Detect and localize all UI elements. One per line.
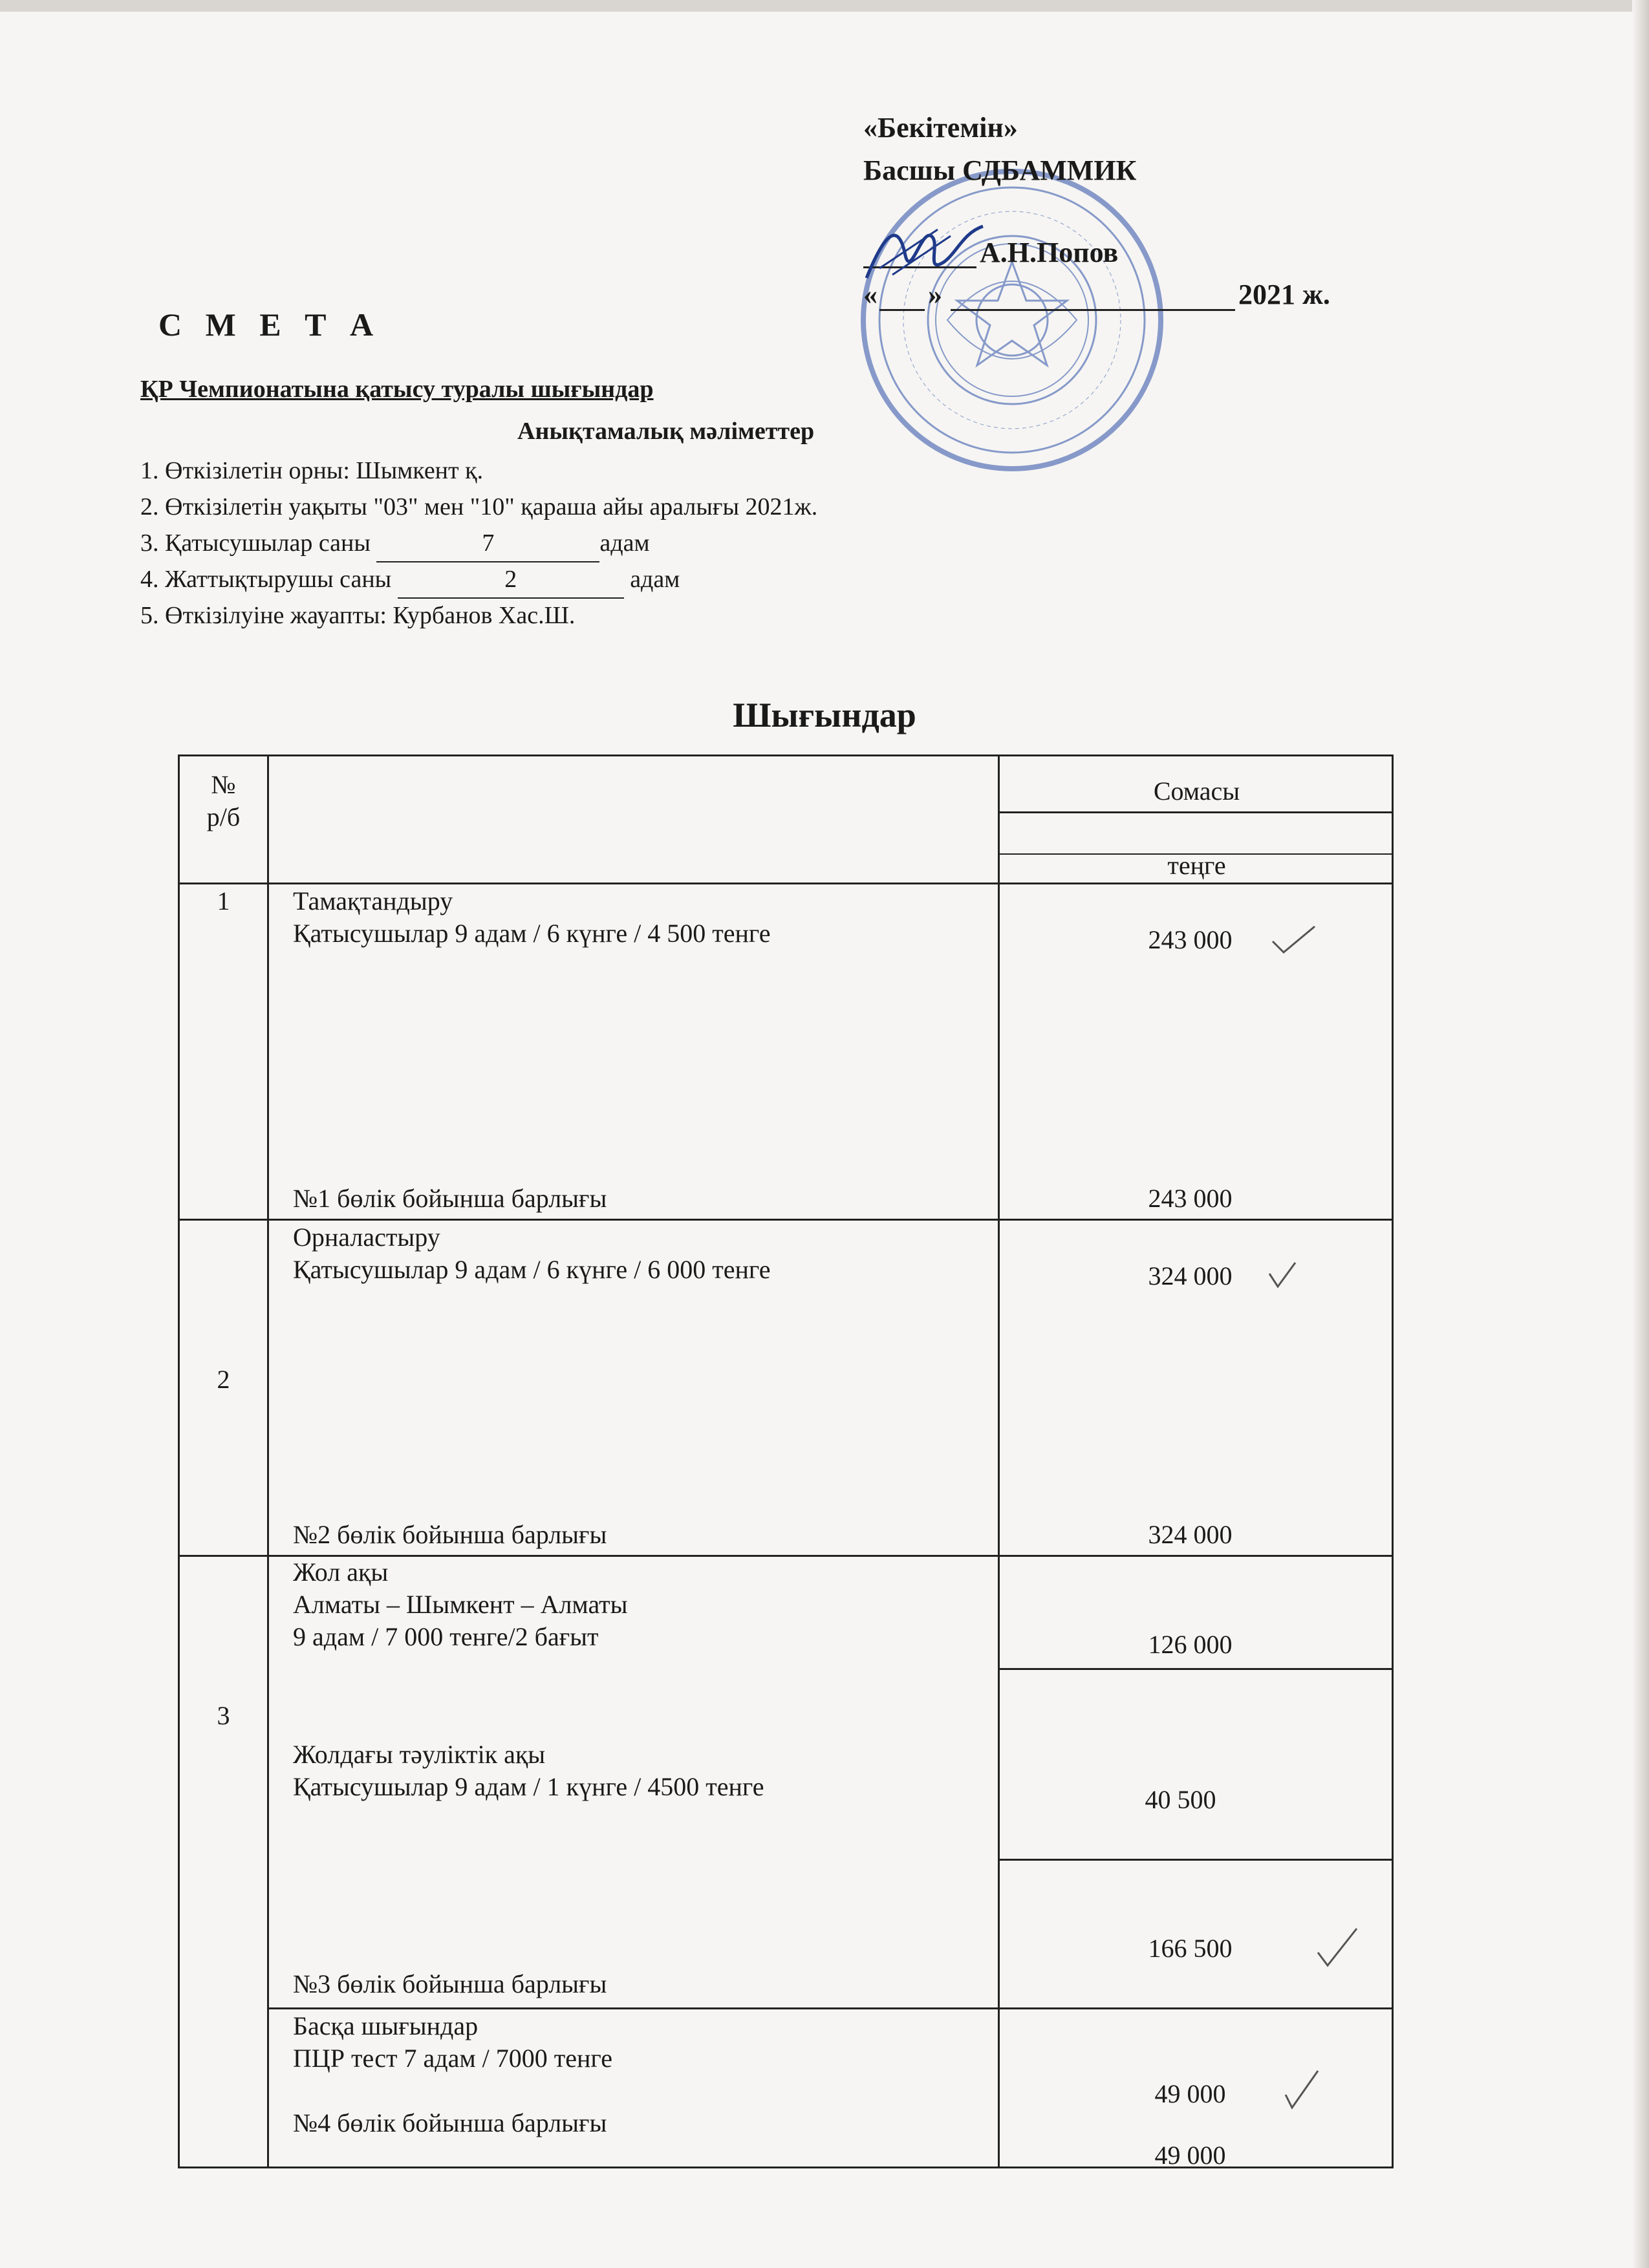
section-total-label: №4 бөлік бойынша барлығы bbox=[293, 2108, 607, 2137]
header-currency: теңге bbox=[1167, 851, 1226, 880]
expense-detail: Қатысушылар 9 адам / 6 күнге / 4 500 тенге bbox=[293, 919, 771, 948]
reference-heading: Анықтамалық мәліметтер bbox=[517, 418, 815, 445]
expense-name: Басқа шығындар bbox=[293, 2011, 479, 2040]
date-month-line bbox=[951, 309, 1235, 311]
expense-name: Орналастыру bbox=[293, 1223, 440, 1252]
expense-amount: 49 000 bbox=[1154, 2079, 1226, 2108]
date-open-quote: « bbox=[863, 279, 878, 310]
header-sum: Сомасы bbox=[1153, 776, 1240, 806]
official-stamp-icon bbox=[857, 165, 1167, 475]
reference-info bbox=[140, 453, 817, 634]
participants-unit: адам bbox=[599, 530, 650, 557]
info-place: 1. Өткізілетін орны: Шымкент қ. bbox=[140, 457, 484, 484]
participants-label: 3. Қатысушылар саны bbox=[140, 530, 371, 557]
coaches-value: 2 bbox=[398, 561, 624, 599]
expense-name: Жол ақы bbox=[293, 1557, 389, 1587]
approval-signer: А.Н.Попов bbox=[980, 237, 1119, 268]
column-divider bbox=[267, 756, 269, 2166]
date-close-quote: » bbox=[928, 279, 942, 310]
participants-value: 7 bbox=[376, 525, 599, 562]
checkmark-icon bbox=[1269, 923, 1318, 956]
sub-row-divider bbox=[998, 1859, 1392, 1861]
row-num: 3 bbox=[217, 1701, 230, 1730]
section-total: 324 000 bbox=[1148, 1520, 1233, 1549]
info-time: 2. Өткізілетін уақыты "03" мен "10" қараша айы аралығы 2021ж. bbox=[140, 493, 818, 520]
expense-route: Алматы – Шымкент – Алматы bbox=[293, 1590, 628, 1619]
handwritten-signature-icon bbox=[860, 217, 989, 288]
section-total-label: №1 бөлік бойынша барлығы bbox=[293, 1184, 607, 1213]
section-total: 243 000 bbox=[1148, 1184, 1233, 1213]
coaches-label: 4. Жаттықтырушы саны bbox=[140, 566, 392, 593]
row-divider bbox=[180, 883, 1392, 884]
section-total-label: №2 бөлік бойынша барлығы bbox=[293, 1520, 607, 1549]
expenses-table bbox=[178, 754, 1394, 2168]
approval-year: 2021 ж. bbox=[1238, 279, 1330, 310]
expense-amount: 324 000 bbox=[1148, 1261, 1233, 1290]
row-divider bbox=[267, 2007, 1392, 2009]
expense-amount: 126 000 bbox=[1148, 1630, 1233, 1659]
checkmark-icon bbox=[1266, 1261, 1299, 1290]
approval-position: Басшы СДБАММИК bbox=[863, 155, 1137, 186]
section-total-label: №3 бөлік бойынша барлығы bbox=[293, 1969, 607, 1998]
scan-shadow bbox=[1632, 0, 1649, 2268]
per-diem-detail: Қатысушылар 9 адам / 1 күнге / 4500 тенге bbox=[293, 1772, 764, 1801]
per-diem-amount: 40 500 bbox=[1145, 1785, 1216, 1814]
expenses-heading: Шығындар bbox=[733, 696, 916, 734]
checkmark-icon bbox=[1315, 1927, 1360, 1969]
section-total: 49 000 bbox=[1154, 2141, 1226, 2170]
expense-detail: 9 адам / 7 000 тенге/2 бағыт bbox=[293, 1622, 599, 1651]
coaches-unit: адам bbox=[630, 566, 680, 593]
per-diem-name: Жолдағы тәуліктік ақы bbox=[293, 1740, 546, 1769]
expense-amount: 243 000 bbox=[1148, 925, 1233, 954]
info-responsible: 5. Өткізілуіне жауапты: Курбанов Хас.Ш. bbox=[140, 602, 576, 629]
row-num: 1 bbox=[217, 886, 230, 915]
header-num-label: р/б bbox=[206, 802, 241, 831]
info-coaches bbox=[140, 561, 817, 597]
row-num: 2 bbox=[217, 1365, 230, 1394]
header-divider bbox=[998, 811, 1392, 813]
date-day-line bbox=[879, 309, 925, 311]
sub-row-divider bbox=[998, 1668, 1392, 1670]
expense-detail: Қатысушылар 9 адам / 6 күнге / 6 000 тенге bbox=[293, 1255, 771, 1284]
expense-name: Тамақтандыру bbox=[293, 886, 453, 915]
info-participants bbox=[140, 525, 817, 561]
expense-detail: ПЦР тест 7 адам / 7000 тенге bbox=[293, 2044, 613, 2073]
scan-edge bbox=[0, 0, 1649, 12]
approval-heading: «Бекітемін» bbox=[863, 112, 1018, 144]
document-subtitle: ҚР Чемпионатына қатысу туралы шығындар bbox=[140, 376, 654, 403]
header-num-symbol: № bbox=[211, 770, 236, 799]
section-total: 166 500 bbox=[1148, 1934, 1233, 1963]
checkmark-icon bbox=[1282, 2069, 1321, 2111]
document-title: С М Е Т А bbox=[158, 306, 382, 343]
row-divider bbox=[180, 1219, 1392, 1221]
